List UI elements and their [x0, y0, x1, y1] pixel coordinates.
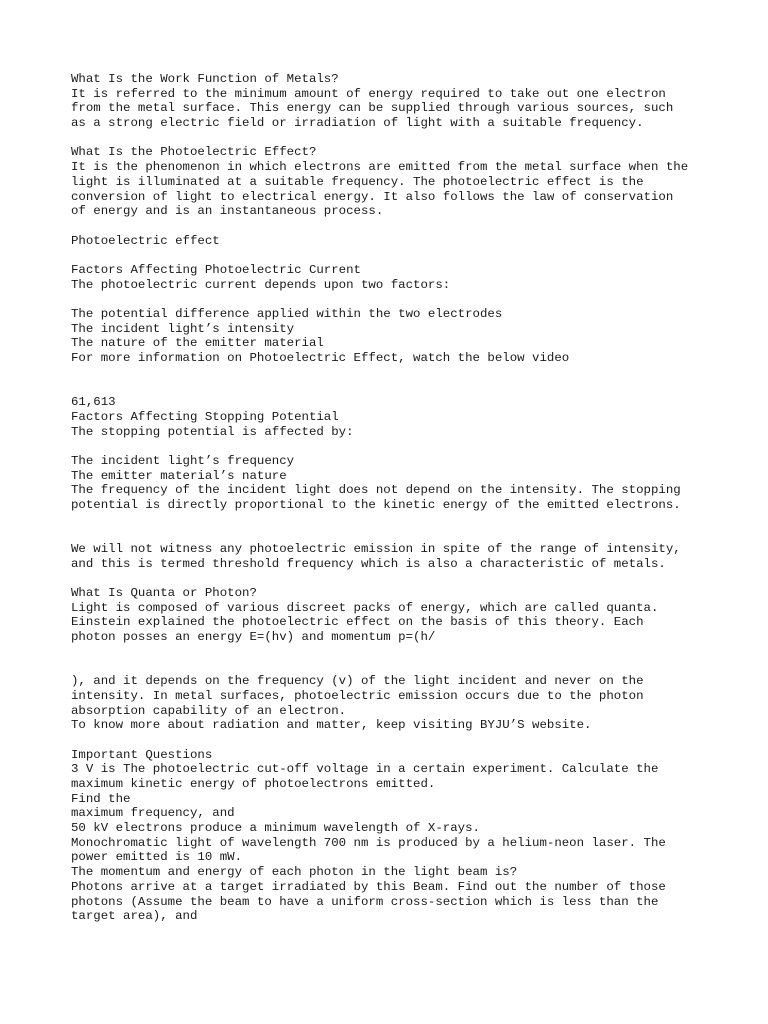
text-line: of energy and is an instantaneous process. [71, 204, 384, 219]
text-line: Light is composed of various discreet packs of energy, which are called quanta. [71, 600, 659, 615]
text-line: maximum frequency, and [71, 806, 235, 821]
text-line: absorption capability of an electron. [71, 703, 347, 718]
blank-line [71, 380, 751, 395]
text-line: The frequency of the incident light does not depend on the intensity. The stopping [71, 483, 681, 498]
text-line: For more information on Photoelectric Effect, watch the below video [71, 351, 570, 366]
text-line: We will not witness any photoelectric emission in spite of the range of intensity, [71, 542, 681, 556]
blank-line [71, 527, 751, 542]
text-line: power emitted is 10 mW. [71, 850, 243, 865]
text-line: potential is directly proportional to the kinetic energy of the emitted electrons. [71, 497, 681, 512]
text-line: What Is the Photoelectric Effect? [71, 145, 317, 160]
blank-line [71, 131, 751, 146]
text-line: light is illuminated at a suitable frequency. The photoelectric effect is the [71, 174, 644, 189]
text-line: The emitter material’s nature [71, 468, 287, 483]
text-line: To know more about radiation and matter, keep visiting BYJU’S website. [71, 718, 592, 733]
text-line: What Is Quanta or Photon? [71, 586, 257, 601]
blank-line [71, 733, 751, 748]
text-line: The momentum and energy of each photon in the light beam is? [71, 865, 518, 880]
text-line: maximum kinetic energy of photoelectrons emitted. [71, 777, 436, 791]
blank-line [71, 439, 751, 454]
blank-line [71, 513, 751, 528]
text-line: 3 V is The photoelectric cut-off voltage in a certain experiment. Calculate the [71, 762, 659, 777]
text-line: Find the [71, 791, 131, 806]
blank-line [71, 571, 751, 586]
text-line: 61,613 [71, 395, 116, 410]
text-line: conversion of light to electrical energy. It also follows the law of conservation [71, 189, 674, 204]
text-line: photon posses an energy E=(hv) and momentum p=(h/ [71, 630, 436, 645]
text-line: ), and it depends on the frequency (v) of the light incident and never on the [71, 674, 644, 689]
text-line: photons (Assume the beam to have a uniform cross-section which is less than the [71, 894, 659, 909]
text-line: The potential difference applied within the two electrodes [71, 307, 503, 321]
text-line: It is referred to the minimum amount of energy required to take out one electron [71, 86, 666, 101]
blank-line [71, 292, 751, 307]
text-line: intensity. In metal surfaces, photoelectric emission occurs due to the photon [71, 688, 644, 703]
text-line: target area), and [71, 909, 198, 924]
text-line: The nature of the emitter material [71, 336, 324, 351]
text-line: Important Questions [71, 747, 213, 762]
text-line: The stopping potential is affected by: [71, 424, 354, 439]
text-line: and this is termed threshold frequency which is also a characteristic of metals. [71, 556, 666, 571]
blank-line [71, 248, 751, 263]
document-body [71, 72, 751, 924]
text-line: as a strong electric field or irradiation of light with a suitable frequency. [71, 116, 644, 131]
blank-line [71, 645, 751, 660]
text-line: Photons arrive at a target irradiated by this Beam. Find out the number of those [71, 879, 666, 894]
text-line: It is the phenomenon in which electrons are emitted from the metal surface when the [71, 160, 689, 175]
blank-line [71, 660, 751, 675]
text-line: Factors Affecting Photoelectric Current [71, 262, 361, 277]
text-line: Monochromatic light of wavelength 700 nm is produced by a helium-neon laser. The [71, 835, 666, 850]
blank-line [71, 366, 751, 381]
text-line: from the metal surface. This energy can be supplied through various sources, such [71, 101, 674, 116]
text-line: The incident light’s intensity [71, 321, 295, 336]
text-line: The photoelectric current depends upon two factors: [71, 277, 451, 292]
text-line: The incident light’s frequency [71, 453, 295, 468]
text-line: Factors Affecting Stopping Potential [71, 409, 339, 424]
text-line: Einstein explained the photoelectric effect on the basis of this theory. Each [71, 615, 644, 630]
text-line: 50 kV electrons produce a minimum wavelength of X-rays. [71, 821, 480, 836]
blank-line [71, 219, 751, 234]
text-line: What Is the Work Function of Metals? [71, 72, 339, 86]
text-line: Photoelectric effect [71, 233, 220, 248]
